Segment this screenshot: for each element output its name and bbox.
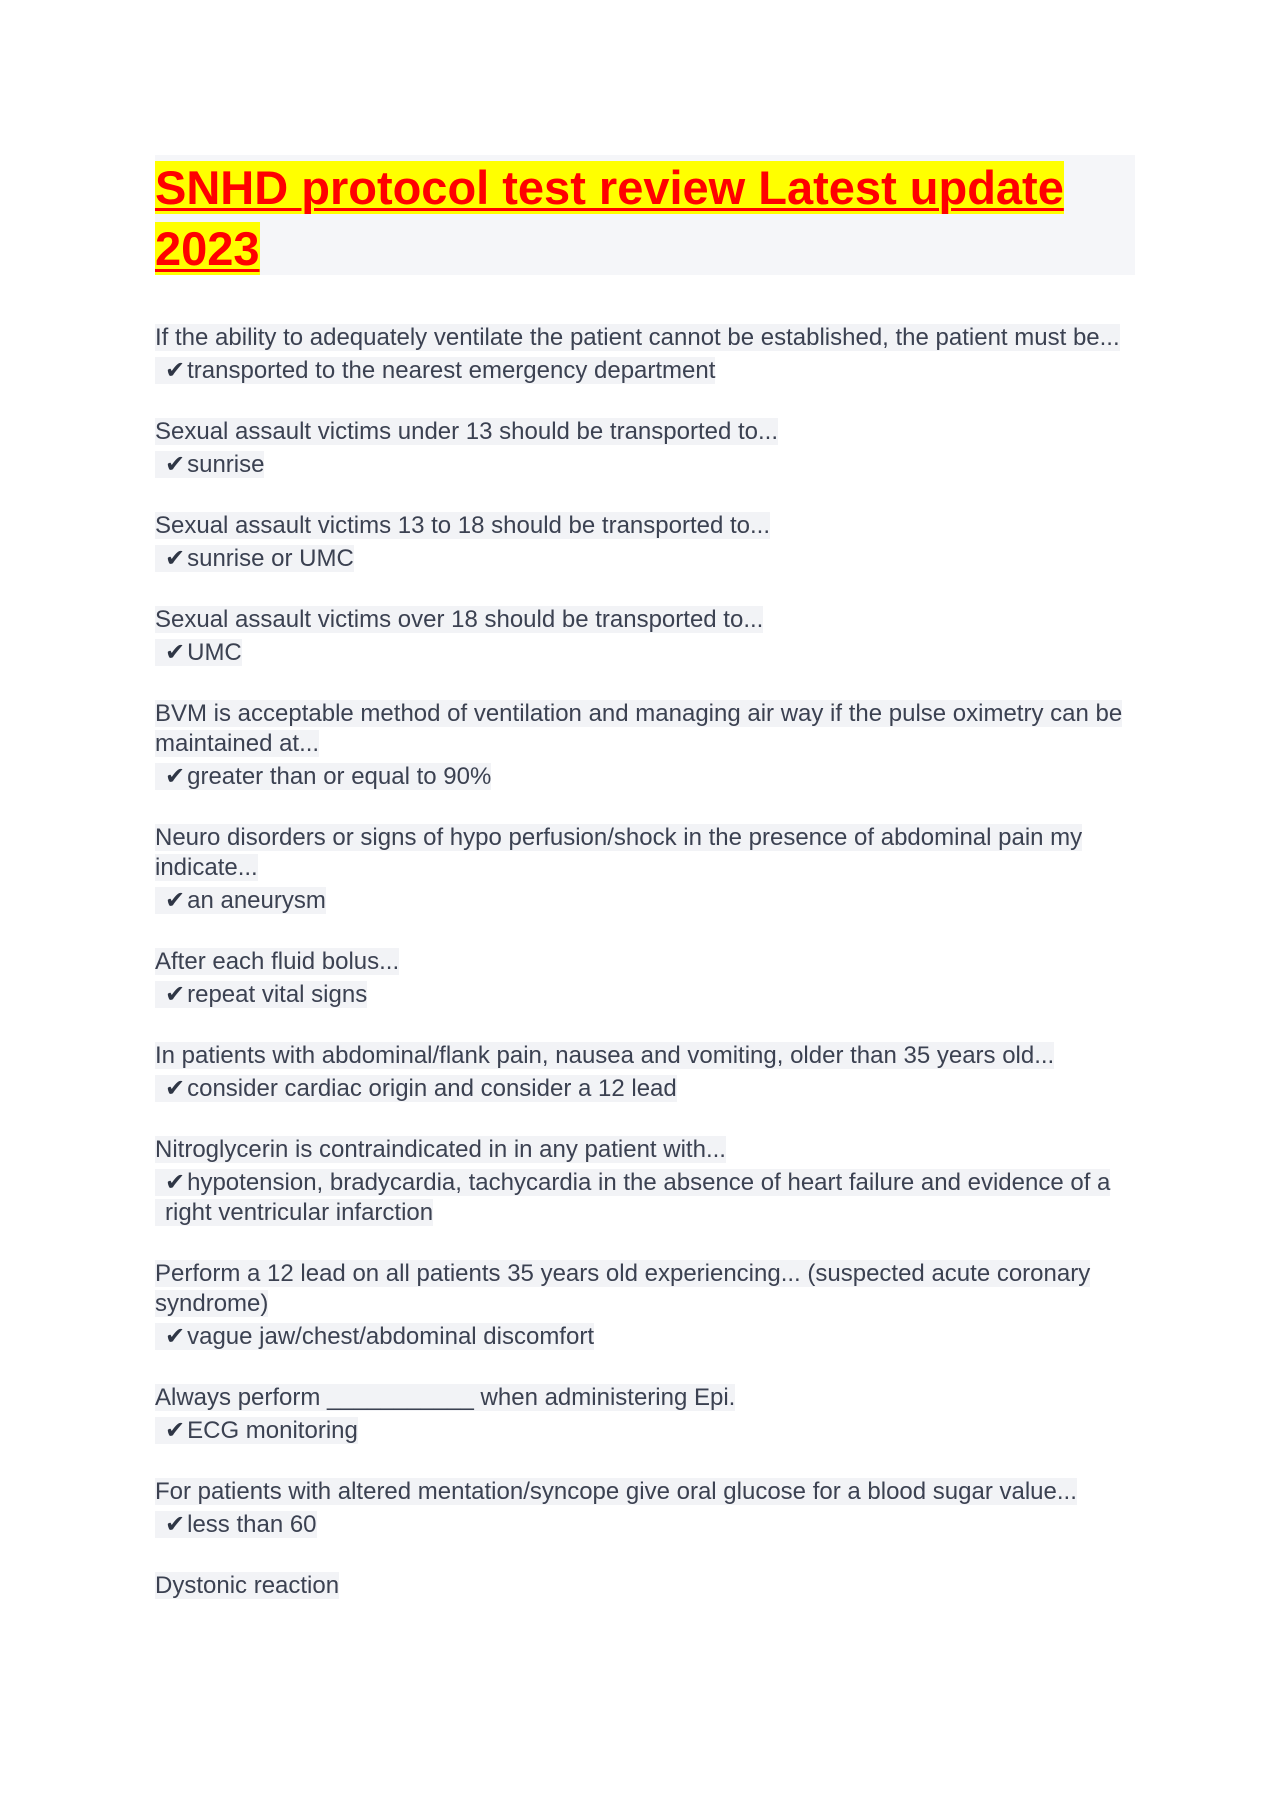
check-icon: ✔ [165,450,186,478]
question-text: Sexual assault victims 13 to 18 should be transported to... [155,512,771,539]
question-text: After each fluid bolus... [155,948,400,975]
answer-text: UMC [187,639,242,666]
qa-item [155,823,1135,916]
check-icon: ✔ [165,544,186,572]
answer-text: an aneurysm [187,887,326,914]
qa-item [155,947,1135,1010]
qa-item [155,605,1135,668]
check-icon: ✔ [165,1074,186,1102]
document-page [155,155,1135,1632]
qa-item [155,699,1135,792]
question-text: If the ability to adequately ventilate the patient cannot be established, the patient must be... [155,324,1120,351]
qa-item [155,1041,1135,1104]
answer-text: vague jaw/chest/abdominal discomfort [187,1323,594,1350]
answer-text: ECG monitoring [187,1417,358,1444]
qa-list [155,323,1135,1601]
check-icon: ✔ [165,1510,186,1538]
answer-text: repeat vital signs [187,981,368,1008]
check-icon: ✔ [165,762,186,790]
check-icon: ✔ [165,886,186,914]
question-text: Nitroglycerin is contraindicated in in any patient with... [155,1136,726,1163]
qa-item [155,417,1135,480]
qa-item [155,1571,1135,1601]
qa-item [155,1477,1135,1540]
check-icon: ✔ [165,356,186,384]
title-box [155,155,1135,275]
check-icon: ✔ [165,1168,186,1196]
question-text: Neuro disorders or signs of hypo perfusion/shock in the presence of abdominal pain my indicate... [155,824,1083,881]
question-text: Sexual assault victims over 18 should be transported to... [155,606,764,633]
question-text: In patients with abdominal/flank pain, nausea and vomiting, older than 35 years old... [155,1042,1055,1069]
qa-item [155,1135,1135,1228]
qa-item [155,1383,1135,1446]
answer-text: transported to the nearest emergency department [187,357,716,384]
page-title: SNHD protocol test review Latest update 2023 [155,161,1064,275]
answer-text: consider cardiac origin and consider a 12 lead [187,1075,677,1102]
qa-item [155,511,1135,574]
question-text: Sexual assault victims under 13 should be transported to... [155,418,779,445]
qa-item [155,1259,1135,1352]
check-icon: ✔ [165,1322,186,1350]
question-text: Perform a 12 lead on all patients 35 years old experiencing... (suspected acute coronary syndrome) [155,1260,1091,1317]
check-icon: ✔ [165,638,186,666]
question-text: BVM is acceptable method of ventilation and managing air way if the pulse oximetry can be maintained at... [155,700,1123,757]
answer-text: sunrise [187,451,265,478]
answer-text: sunrise or UMC [187,545,354,572]
question-text: Dystonic reaction [155,1572,340,1599]
check-icon: ✔ [165,980,186,1008]
answer-text: greater than or equal to 90% [187,763,492,790]
qa-item [155,323,1135,386]
answer-text: hypotension, bradycardia, tachycardia in the absence of heart failure and evidence of a right ventricular infarction [165,1169,1111,1226]
question-text: For patients with altered mentation/syncope give oral glucose for a blood sugar value... [155,1478,1077,1505]
question-text: Always perform ___________ when administering Epi. [155,1384,736,1411]
answer-text: less than 60 [187,1511,317,1538]
check-icon: ✔ [165,1416,186,1444]
